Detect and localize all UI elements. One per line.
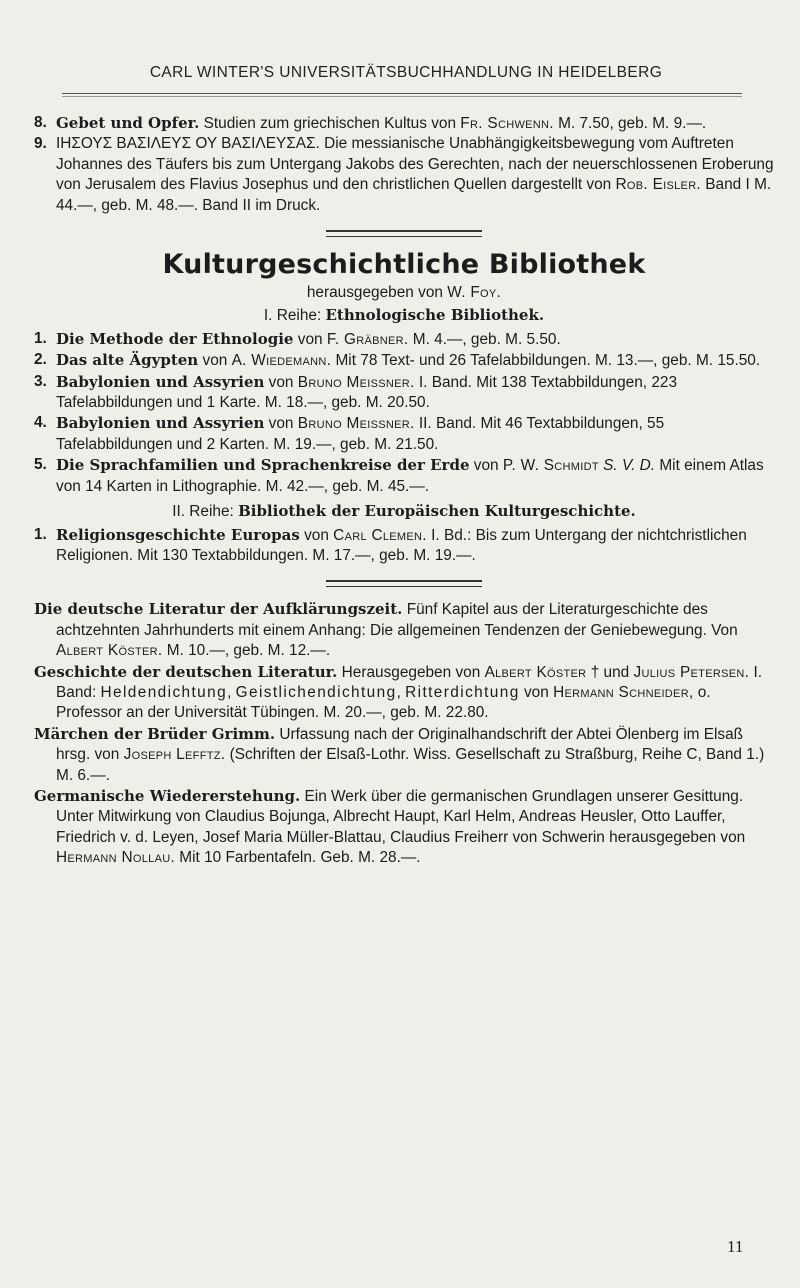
entry-price: I. Bd.: Bis zum Untergang der nichtchristlichen Religionen. Mit 130 Textabbildungen. M. 17.—, geb. M. 19.—. — [56, 526, 747, 564]
entry-text: , — [227, 683, 236, 701]
entry-title: Märchen der Brüder Grimm. — [34, 724, 276, 743]
entry-author: F. Gräbner. — [326, 330, 409, 348]
series-entry-3 — [34, 372, 774, 414]
entry-price: I. Band. Mit 138 Textabbildungen, 223 Tafelabbildungen und 1 Karte. M. 18.—, geb. M. 20.50. — [56, 373, 678, 412]
header-rule — [62, 93, 742, 97]
entry-price: Band I M. 44.—, geb. M. 48.—. Band II im Druck. — [56, 176, 772, 214]
entry-text: Studien zum griechischen Kultus von — [199, 115, 461, 132]
entry-number: 8. — [34, 114, 47, 131]
entry-number: 1. — [34, 525, 47, 543]
entry-text: Fünf Kapitel aus der Literaturgeschichte des achtzehnten Jahrhunderts mit einem Anhang: Die allgemeinen Tendenzen der Geniebewegung. Von — [56, 601, 738, 639]
entry-title: Geschichte der deutschen Literatur. — [34, 662, 338, 681]
series-entry-ii-1 — [34, 525, 774, 567]
entry-title: ΙΗΣΟΥΣ ΒΑΣΙΛΕΥΣ ΟΥ ΒΑΣΙΛΕΥΣΑΣ. — [56, 135, 320, 153]
entry-price: Mit 10 Farbentafeln. Geb. M. 28.—. — [175, 849, 421, 867]
entry-author: Albert Köster — [484, 663, 587, 681]
entry-title: Das alte Ägypten — [56, 351, 199, 370]
catalog-entry-aufklaerung — [34, 599, 774, 661]
entry-text: von — [293, 330, 327, 348]
entry-author: Hermann Nollau. — [56, 849, 176, 867]
entry-number: 3. — [34, 372, 47, 390]
catalog-entry-8 — [34, 113, 774, 134]
entry-number: 9. — [34, 135, 47, 153]
page-content — [34, 113, 774, 869]
entry-text: Ein Werk über die germanischen Grundlagen unserer Gesittung. Unter Mitwirkung von Claudius Bojunga, Albrecht Haupt, Karl Helm, Andreas Heusler, Otto Lauffer, Friedrich v. d. Leyen, Josef Maria Müller-Blattau, Claudius Freiherr von Schwerin herausgegeben von — [56, 787, 746, 846]
entry-author: Carl Clemen. — [333, 526, 427, 544]
entry-text: von — [264, 373, 298, 391]
entry-title: Gebet und Opfer. — [56, 114, 200, 132]
entry-price: Mit einem Atlas von 14 Karten in Lithographie. M. 42.—, geb. M. 45.—. — [56, 457, 764, 495]
entry-author-extra: S. V. D. — [598, 457, 656, 475]
reihe-title: Bibliothek der Europäischen Kulturgeschichte. — [238, 502, 636, 521]
entry-volume-title: Geistlichendichtung — [235, 683, 397, 701]
catalog-entry-9 — [34, 134, 774, 216]
entry-volume-title: Heldendichtung — [100, 683, 228, 701]
editor-name: W. Foy. — [447, 284, 502, 302]
entry-text: † und — [586, 663, 634, 681]
entry-price: (Schriften der Elsaß-Lothr. Wiss. Gesellschaft zu Straßburg, Reihe C, Band 1.) M. 6.—. — [56, 746, 765, 784]
entry-author: Albert Köster. — [56, 642, 163, 660]
entry-text: von — [519, 683, 554, 701]
entry-title: Religionsgeschichte Europas — [56, 525, 300, 544]
section-heading: Kulturgeschichtliche Bibliothek — [162, 249, 646, 281]
entry-price: o. Professor an der Universität Tübingen. M. 20.—, geb. M. 22.80. — [56, 683, 711, 722]
entry-price: M. 7.50, geb. M. 9.—. — [553, 115, 707, 132]
page-number: 11 — [727, 1237, 744, 1256]
entry-text: Urfassung nach der Originalhandschrift der Abtei Ölenberg im Elsaß hrsg. von — [56, 725, 744, 764]
entry-number: 5. — [34, 456, 47, 474]
entry-price: M. 10.—, geb. M. 12.—. — [162, 642, 331, 660]
entry-number: 2. — [34, 351, 47, 369]
running-head: CARL WINTER'S UNIVERSITÄTSBUCHHANDLUNG IN HEIDELBERG — [149, 64, 663, 81]
entry-volume-title: Ritterdichtung — [405, 683, 520, 701]
entry-title: Die Sprachfamilien und Sprachenkreise der Erde — [56, 456, 470, 475]
editor-prefix: herausgegeben von — [306, 284, 448, 302]
entry-title: Germanische Wiedererstehung. — [34, 786, 301, 805]
entry-price: Mit 78 Text- und 26 Tafelabbildungen. M. 13.—, geb. M. 15.50. — [331, 352, 761, 370]
entry-text: , — [396, 683, 406, 701]
entry-author: P. W. Schmidt — [502, 457, 599, 475]
entry-title: Die Methode der Ethnologie — [56, 329, 294, 348]
entry-text: von — [198, 352, 232, 370]
entry-text: Herausgegeben von — [337, 663, 485, 681]
entry-text: von — [299, 526, 334, 544]
catalog-entry-wiedererstehung — [34, 786, 774, 869]
section-divider — [326, 580, 482, 587]
reihe-label: I. Reihe: — [263, 307, 326, 325]
entry-title: Die deutsche Literatur der Aufklärungszeit. — [34, 600, 403, 619]
entry-text: Die messianische Unabhängigkeitsbewegung vom Auftreten Johannes des Täufers bis zum Untergang Jakobs des Gerechten, nach der neuerschlossenen Eroberung von Jerusalem des Flavius Josephus und den christlichen Quellen dargestellt von — [56, 135, 774, 194]
entry-text: von — [469, 457, 503, 475]
entry-author: Bruno Meissner. — [297, 373, 415, 391]
section-divider — [326, 230, 482, 237]
entry-author: Bruno Meissner. — [297, 415, 415, 433]
series-entry-5 — [34, 455, 774, 497]
section-editor-line — [34, 283, 774, 303]
entry-author: Hermann Schneider, — [553, 683, 694, 701]
series-entry-1 — [34, 329, 774, 350]
reihe-2-heading — [34, 501, 774, 522]
entry-price: II. Band. Mit 46 Textabbildungen, 55 Tafelabbildungen und 2 Karten. M. 19.—, geb. M. 21.50. — [56, 415, 665, 453]
entry-author: Joseph Lefftz. — [123, 746, 226, 764]
entry-author: Rob. Eisler. — [615, 176, 702, 194]
reihe-title: Ethnologische Bibliothek. — [325, 306, 545, 325]
reihe-1-heading — [34, 305, 774, 326]
series-entry-4 — [34, 413, 774, 455]
entry-author: Fr. Schwenn. — [460, 115, 554, 132]
entry-title: Babylonien und Assyrien — [56, 372, 265, 391]
entry-text: I. Band: — [56, 663, 762, 701]
catalog-entry-grimm — [34, 724, 774, 786]
series-entry-2 — [34, 350, 774, 371]
entry-title: Babylonien und Assyrien — [56, 414, 265, 433]
catalog-entry-literaturgeschichte — [34, 662, 774, 724]
entry-number: 1. — [34, 329, 47, 347]
reihe-label: II. Reihe: — [172, 503, 239, 521]
entry-author: Julius Petersen. — [633, 663, 750, 681]
entry-author: A. Wiedemann. — [231, 352, 332, 370]
entry-number: 4. — [34, 414, 47, 432]
entry-price: M. 4.—, geb. M. 5.50. — [408, 330, 561, 348]
entry-text: von — [264, 415, 298, 433]
